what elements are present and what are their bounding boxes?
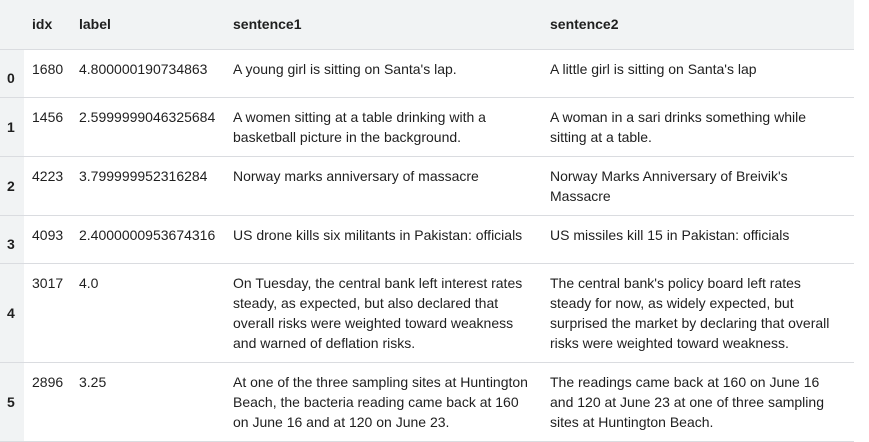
table-row <box>0 156 854 215</box>
row-index: 5 <box>0 362 24 441</box>
column-header-label[interactable]: label <box>71 0 225 49</box>
cell-idx: 1680 <box>24 49 71 97</box>
cell-sentence1: A young girl is sitting on Santa's lap. <box>225 49 542 97</box>
cell-sentence2: Norway Marks Anniversary of Breivik's Massacre <box>542 156 854 215</box>
column-header-sentence1[interactable]: sentence1 <box>225 0 542 49</box>
table-row <box>0 49 854 97</box>
table-row <box>0 362 854 441</box>
cell-label: 2.5999999046325684 <box>71 97 225 156</box>
row-index: 1 <box>0 97 24 156</box>
cell-sentence2: The readings came back at 160 on June 16 and 120 at June 23 at one of three sampling sites at Huntington Beach. <box>542 362 854 441</box>
table-row <box>0 215 854 263</box>
column-header-idx[interactable]: idx <box>24 0 71 49</box>
cell-label: 4.0 <box>71 263 225 362</box>
cell-label: 3.25 <box>71 362 225 441</box>
cell-sentence1: On Tuesday, the central bank left interest rates steady, as expected, but also declared that overall risks were weighted toward weakness and warned of deflation risks. <box>225 263 542 362</box>
row-index: 0 <box>0 49 24 97</box>
row-index: 2 <box>0 156 24 215</box>
cell-idx: 1456 <box>24 97 71 156</box>
cell-sentence2: The central bank's policy board left rates steady for now, as widely expected, but surprised the market by declaring that overall risks were weighted toward weakness. <box>542 263 854 362</box>
cell-sentence1: Norway marks anniversary of massacre <box>225 156 542 215</box>
cell-idx: 4223 <box>24 156 71 215</box>
cell-idx: 4093 <box>24 215 71 263</box>
cell-sentence1: A women sitting at a table drinking with a basketball picture in the background. <box>225 97 542 156</box>
cell-sentence1: At one of the three sampling sites at Huntington Beach, the bacteria reading came back at 160 on June 16 and at 120 on June 23. <box>225 362 542 441</box>
cell-label: 2.4000000953674316 <box>71 215 225 263</box>
cell-sentence2: A woman in a sari drinks something while sitting at a table. <box>542 97 854 156</box>
cell-sentence1: US drone kills six militants in Pakistan: officials <box>225 215 542 263</box>
index-header <box>0 0 24 49</box>
table-row <box>0 97 854 156</box>
row-index: 4 <box>0 263 24 362</box>
column-header-sentence2[interactable]: sentence2 <box>542 0 854 49</box>
cell-idx: 2896 <box>24 362 71 441</box>
cell-idx: 3017 <box>24 263 71 362</box>
cell-sentence2: A little girl is sitting on Santa's lap <box>542 49 854 97</box>
cell-sentence2: US missiles kill 15 in Pakistan: officials <box>542 215 854 263</box>
cell-label: 4.800000190734863 <box>71 49 225 97</box>
table-row <box>0 263 854 362</box>
header-row <box>0 0 854 49</box>
cell-label: 3.799999952316284 <box>71 156 225 215</box>
row-index: 3 <box>0 215 24 263</box>
